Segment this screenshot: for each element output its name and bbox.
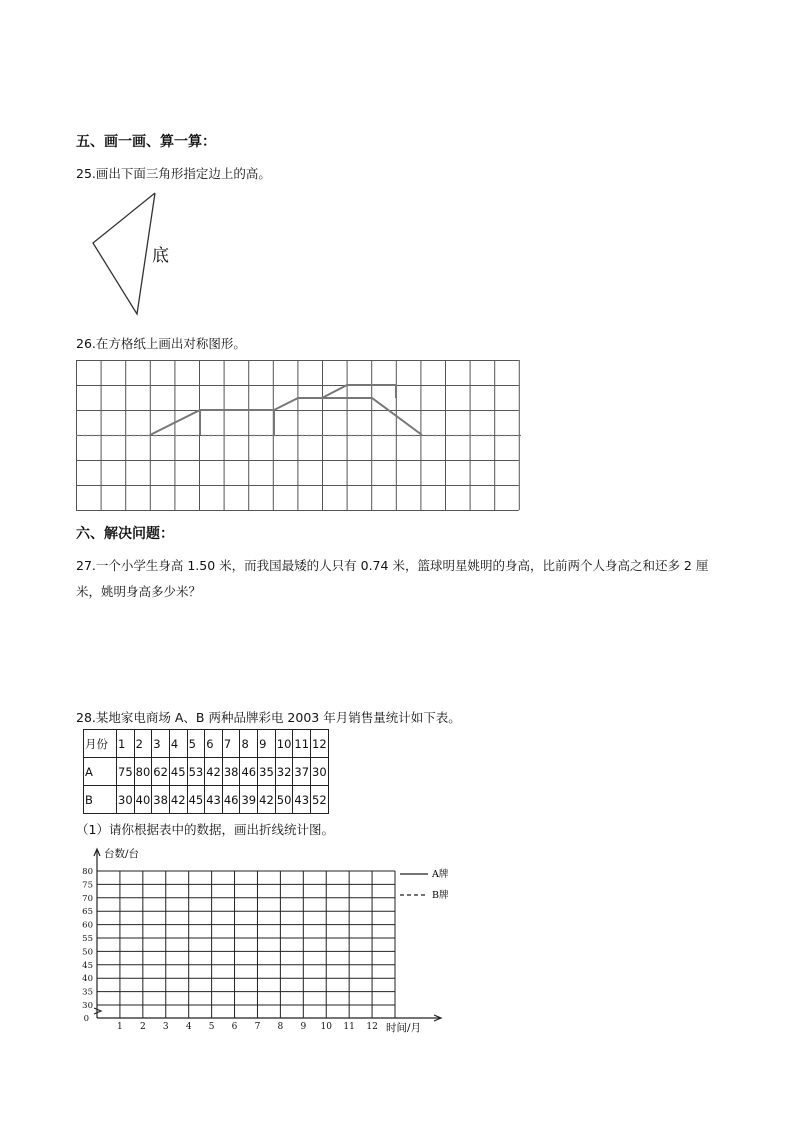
legend-label: A牌 [432, 869, 449, 880]
table-cell: 62 [152, 758, 170, 786]
y-tick-label: 70 [82, 893, 93, 904]
x-tick-label: 3 [162, 1022, 169, 1032]
symmetry-grid [76, 360, 522, 512]
question-26-text: 26.在方格纸上画出对称图形。 [76, 336, 246, 351]
sales-table [83, 729, 329, 814]
table-cell: 37 [293, 758, 311, 786]
y-tick-label: 55 [82, 934, 93, 944]
x-tick-label: 1 [117, 1022, 123, 1032]
y-tick-label: 50 [82, 947, 93, 958]
x-tick-label: 2 [139, 1022, 146, 1032]
table-cell: 45 [169, 758, 187, 786]
section-5-title: 五、画一画、算一算： [76, 134, 216, 150]
x-axis-label: 时间/月 [386, 1022, 422, 1034]
x-tick-label: 8 [277, 1022, 284, 1032]
table-cell: 3 [152, 730, 170, 758]
line-chart [76, 842, 466, 1038]
y-tick-label: 30 [82, 1001, 93, 1011]
y-tick-label: 0 [83, 1014, 89, 1024]
table-row-month [84, 730, 329, 758]
table-cell: 46 [240, 758, 258, 786]
y-tick-label: 60 [82, 920, 93, 931]
x-tick-label: 9 [300, 1022, 307, 1032]
half-shape-left [150, 410, 274, 435]
table-row-a [84, 758, 329, 786]
table-cell: 42 [258, 786, 276, 814]
table-cell: 32 [275, 758, 293, 786]
x-tick-label: 10 [320, 1022, 332, 1032]
half-shape-top [322, 385, 396, 398]
x-tick-label: 5 [208, 1022, 215, 1032]
table-cell: 43 [293, 786, 311, 814]
y-axis-label: 台数/台 [104, 848, 140, 860]
triangle-figure [80, 186, 200, 321]
table-cell: 42 [169, 786, 187, 814]
table-cell: 12 [311, 730, 329, 758]
table-cell: 75 [117, 758, 135, 786]
x-tick-label: 6 [231, 1022, 238, 1032]
y-tick-label: 65 [82, 907, 93, 918]
table-cell: 52 [311, 786, 329, 814]
section-6-title: 六、解决问题： [76, 526, 174, 542]
table-cell: 11 [293, 730, 311, 758]
question-25-text: 25.画出下面三角形指定边上的高。 [76, 166, 271, 181]
table-cell: 45 [187, 786, 205, 814]
triangle-base-label: 底 [152, 246, 169, 266]
table-cell: 39 [240, 786, 258, 814]
table-header-cell: 月份 [84, 730, 117, 758]
x-tick-label: 4 [185, 1022, 192, 1032]
triangle-shape [93, 193, 155, 314]
table-cell: 2 [134, 730, 152, 758]
table-cell: 30 [311, 758, 329, 786]
y-tick-label: 80 [82, 867, 93, 877]
table-cell: 4 [169, 730, 187, 758]
table-cell: 38 [152, 786, 170, 814]
table-cell: 53 [187, 758, 205, 786]
table-cell: 40 [134, 786, 152, 814]
table-cell: 8 [240, 730, 258, 758]
table-cell: 10 [275, 730, 293, 758]
table-row-label: B [84, 786, 117, 814]
x-tick-label: 11 [343, 1022, 355, 1032]
table-cell: 30 [117, 786, 135, 814]
table-cell: 7 [222, 730, 240, 758]
table-cell: 35 [258, 758, 276, 786]
question-27-text: 27.一个小学生身高 1.50 米，而我国最矮的人只有 0.74 米，篮球明星姚明的身高，比前两个人身高之和还多 2 厘米，姚明身高多少米？ [76, 558, 709, 599]
table-cell: 42 [205, 758, 223, 786]
half-shape-right [274, 398, 422, 435]
table-cell: 80 [134, 758, 152, 786]
table-cell: 50 [275, 786, 293, 814]
y-tick-label: 45 [82, 960, 93, 971]
table-cell: 5 [187, 730, 205, 758]
x-tick-label: 12 [366, 1022, 378, 1032]
y-tick-label: 35 [82, 987, 93, 998]
table-cell: 6 [205, 730, 223, 758]
table-cell: 43 [205, 786, 223, 814]
y-tick-label: 75 [82, 880, 93, 891]
x-tick-label: 7 [254, 1022, 261, 1032]
table-cell: 46 [222, 786, 240, 814]
y-tick-label: 40 [82, 974, 93, 985]
table-row-b [84, 786, 329, 814]
table-row-label: A [84, 758, 117, 786]
legend-label: B牌 [432, 890, 449, 901]
table-cell: 38 [222, 758, 240, 786]
question-28-text: 28.某地家电商场 A、B 两种品牌彩电 2003 年月销售量统计如下表。 [76, 710, 461, 725]
table-cell: 9 [258, 730, 276, 758]
question-28-sub1: （1）请你根据表中的数据，画出折线统计图。 [76, 822, 334, 837]
table-cell: 1 [117, 730, 135, 758]
